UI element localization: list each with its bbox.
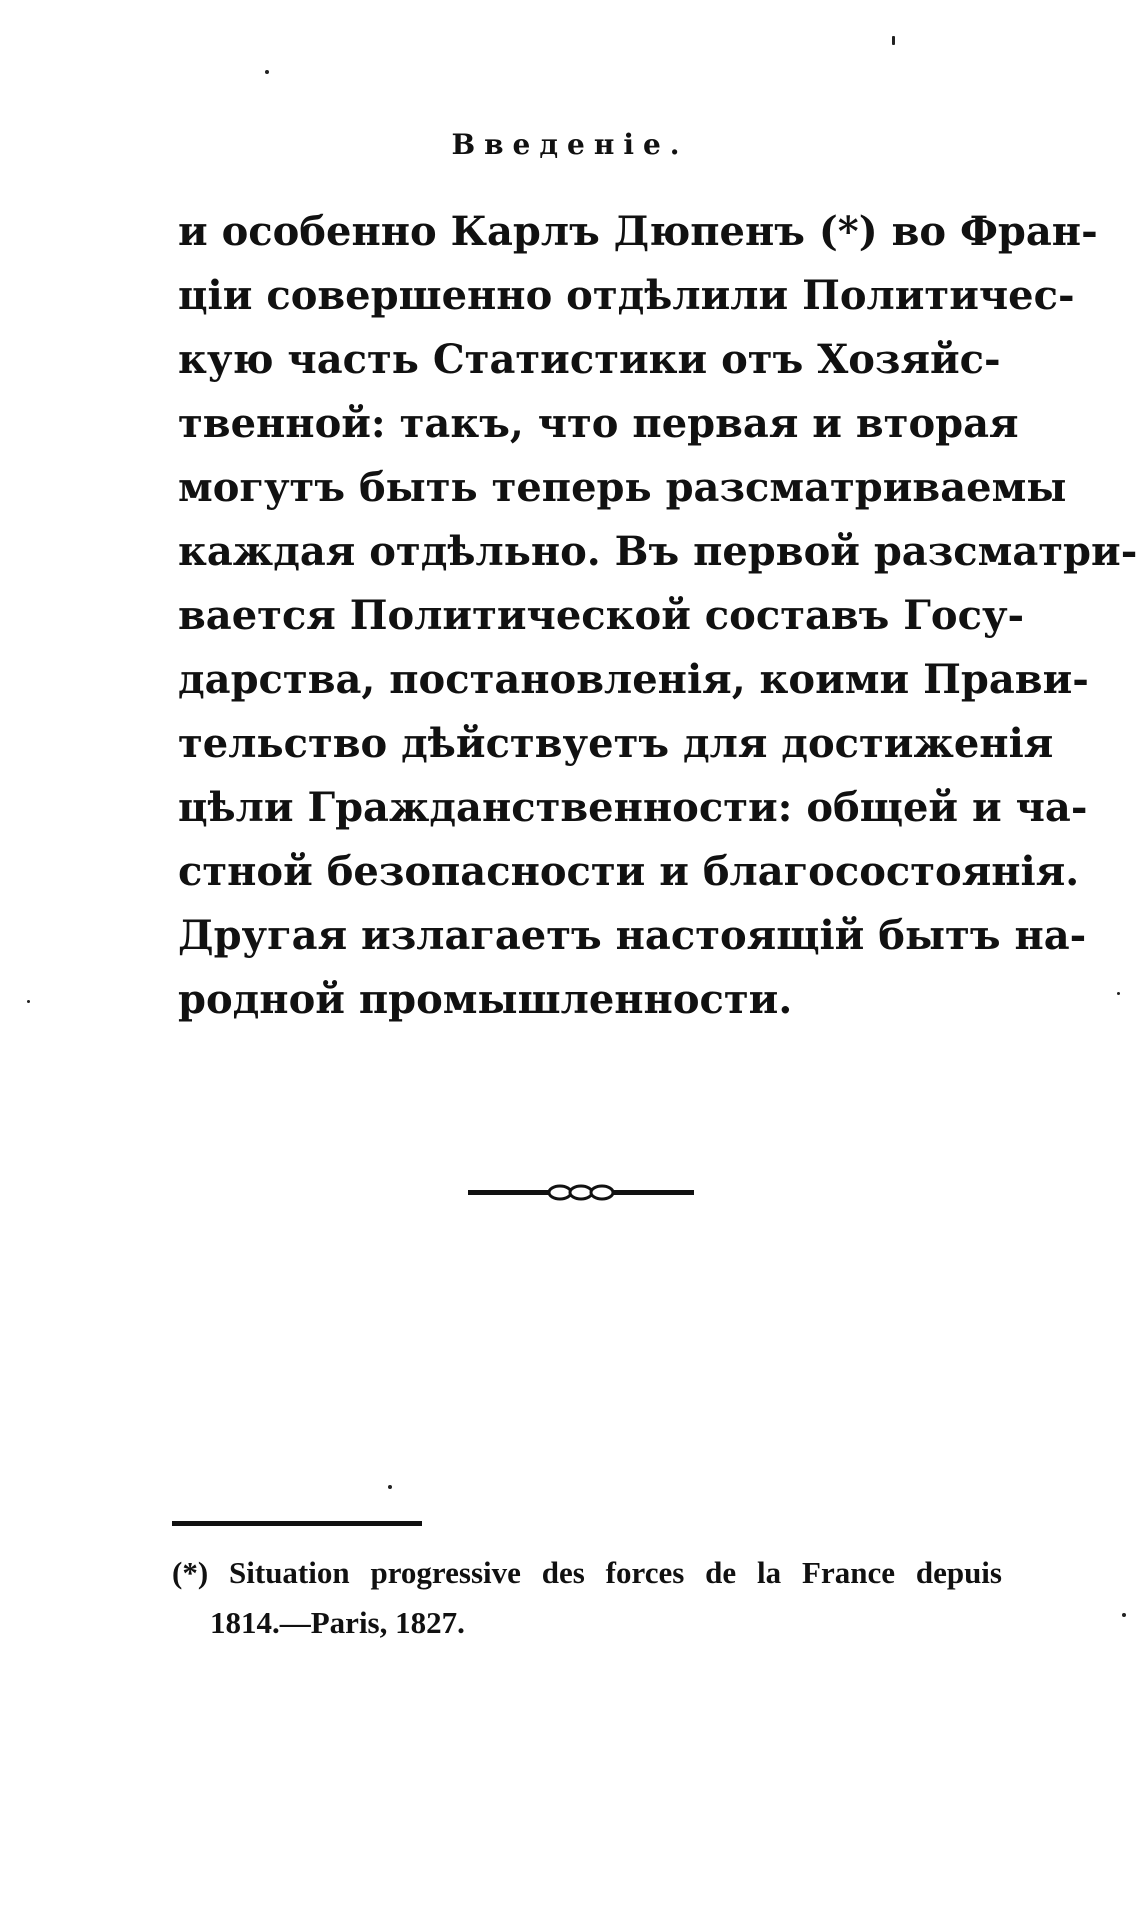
print-speck <box>388 1485 392 1489</box>
footnote-line: (*) Situation progressive des forces de la France depuis <box>172 1555 1002 1590</box>
footnote <box>172 1548 1002 1648</box>
print-speck <box>892 36 895 45</box>
body-line: и особенно Карлъ Дюпенъ (*) во Фран- <box>178 208 1098 255</box>
body-line: каждая отдѣльно. Въ первой разсматри- <box>178 528 1138 575</box>
print-speck <box>27 1000 30 1003</box>
print-speck <box>1117 992 1120 995</box>
print-speck <box>265 70 269 74</box>
body-line: стной безопасности и благосостоянія. <box>178 848 1080 895</box>
running-head: Введеніе. <box>451 128 689 161</box>
body-line: родной промышленности. <box>178 976 793 1023</box>
body-line: ціи совершенно отдѣлили Политичес- <box>178 272 1075 319</box>
body-text <box>178 200 1138 1032</box>
body-line: могутъ быть теперь разсматриваемы <box>178 464 1067 511</box>
body-line: тельство дѣйствуетъ для достиженія <box>178 720 1054 767</box>
section-divider-ornament <box>468 1181 694 1205</box>
body-line: твенной: такъ, что первая и вторая <box>178 400 1019 447</box>
body-line: дарства, постановленія, коими Прави- <box>178 656 1089 703</box>
footnote-rule <box>172 1521 422 1526</box>
body-line: Другая излагаетъ настоящій бытъ на- <box>178 912 1087 959</box>
footnote-line: 1814.—Paris, 1827. <box>210 1605 465 1640</box>
body-line: кую часть Статистики отъ Хозяйс- <box>178 336 1001 383</box>
print-speck <box>1122 1613 1126 1617</box>
body-line: вается Политической составъ Госу- <box>178 592 1025 639</box>
body-line: цѣли Гражданственности: общей и ча- <box>178 784 1088 831</box>
